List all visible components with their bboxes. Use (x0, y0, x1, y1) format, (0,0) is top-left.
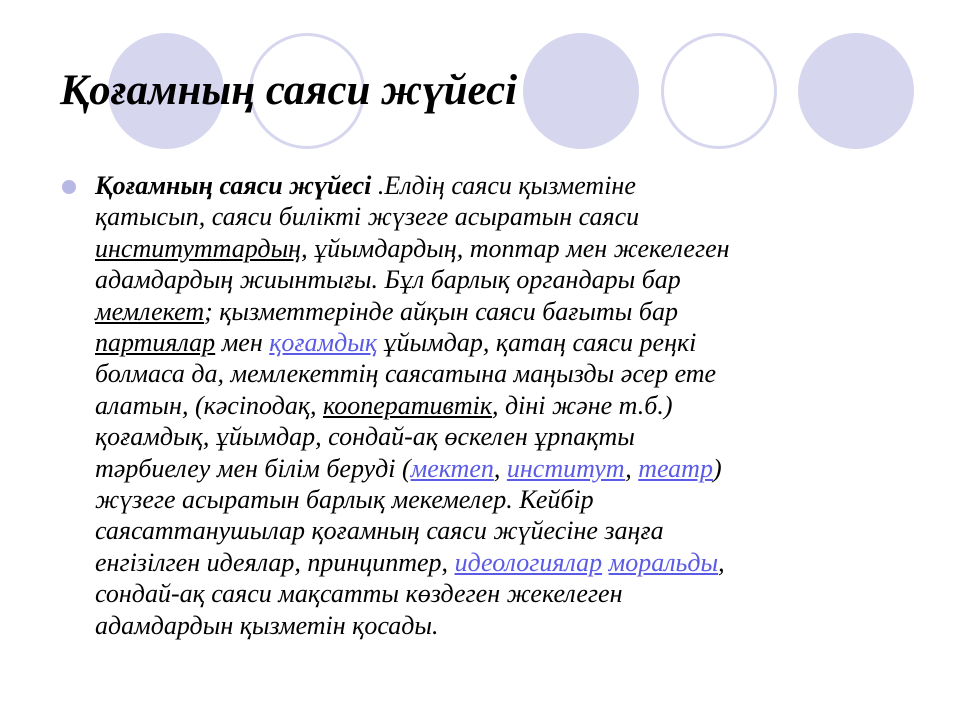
text-segment: қоғамдық, ұйымдар, сондай-ақ өскелен ұрпақты (95, 422, 635, 452)
term-parties: партиялар (95, 328, 216, 358)
text-segment: алатын, (кәсіподақ, (95, 390, 324, 420)
lead-term: Қоғамның саяси жүйесі (95, 171, 372, 200)
text-segment: адамдардын қызметін қосады. (95, 610, 439, 640)
text-segment: енгізілген идеялар, принциптер, (95, 547, 455, 577)
link-school[interactable]: мектеп (410, 453, 494, 483)
term-state: мемлекет (95, 296, 205, 326)
link-ideologies[interactable]: идеологиялар (454, 547, 603, 577)
term-cooperative: кооперативтік (323, 390, 492, 420)
text-segment: сондай-ақ саяси мақсатты көздеген жекелеген (95, 579, 623, 609)
link-institute[interactable]: институт (506, 453, 626, 483)
text-segment: , (493, 453, 507, 483)
decorative-circle-filled (798, 33, 914, 149)
link-theatre[interactable]: театр (638, 453, 713, 483)
text-segment: адамдардың жиынтығы. Бұл барлық органдары бар (95, 265, 681, 295)
text-segment: мен (215, 328, 270, 358)
link-morals[interactable]: моральды (608, 547, 719, 577)
text-segment: ; қызметтерінде айқын саяси бағыты бар (204, 296, 678, 326)
text-segment: , ұйымдардың, топтар мен жекелеген (301, 233, 730, 263)
text-segment: жүзеге асыратын барлық мекемелер. Кейбір (95, 485, 594, 515)
slide-title: Қоғамның саяси жүйесі (60, 67, 518, 114)
text-segment: ұйымдар, қатаң саяси реңкі (377, 328, 697, 358)
link-public[interactable]: қоғамдық (269, 328, 378, 358)
text-segment: , (625, 453, 639, 483)
text-segment: , діні және т.б.) (491, 390, 673, 420)
text-segment: , (718, 547, 725, 577)
text-segment: .Елдің саяси қызметіне (371, 171, 636, 200)
text-segment: саясаттанушылар қоғамның саяси жүйесіне заңға (95, 516, 664, 546)
decorative-circle-filled (523, 33, 639, 149)
decorative-circle-outline (661, 33, 777, 149)
bullet-dot-icon (62, 180, 76, 194)
text-segment: болмаса да, мемлекеттің саясатына маңызды әсер ете (95, 359, 717, 389)
text-segment: ) (712, 453, 722, 483)
text-segment: қатысып, саяси билікті жүзеге асыратын саяси (95, 202, 640, 232)
text-segment: тәрбиелеу мен білім беруді ( (95, 453, 411, 483)
term-institutions: институттардың (95, 233, 302, 263)
bullet-paragraph (95, 170, 885, 641)
